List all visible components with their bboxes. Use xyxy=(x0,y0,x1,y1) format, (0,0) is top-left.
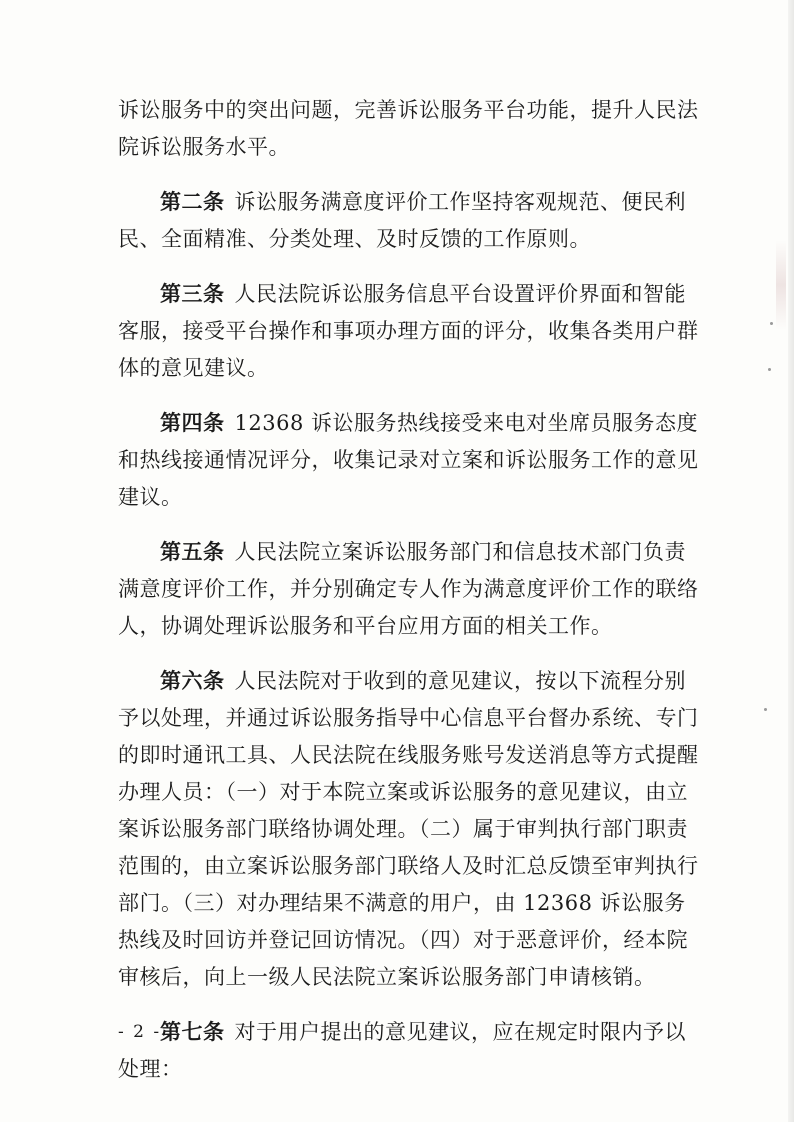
article-4 xyxy=(118,405,699,516)
text-line xyxy=(118,276,686,313)
text-line xyxy=(118,1014,686,1051)
paragraph-intro xyxy=(118,92,699,166)
article-text: 诉讼服务满意度评价工作坚持客观规范、便民利 xyxy=(234,190,686,214)
article-heading: 第五条 xyxy=(160,540,225,564)
article-text: 12368 诉讼服务热线接受来电对坐席员服务态度 xyxy=(234,411,698,435)
article-heading: 第七条 xyxy=(160,1020,225,1044)
text-line xyxy=(118,663,686,700)
article-heading: 第二条 xyxy=(160,190,225,214)
article-heading: 第六条 xyxy=(160,669,225,693)
text-line: 客服，接受平台操作和事项办理方面的评分，收集各类用户群 xyxy=(118,319,699,343)
article-text: 对于用户提出的意见建议，应在规定时限内予以 xyxy=(234,1020,686,1044)
scan-speck xyxy=(770,322,773,325)
text-line xyxy=(118,184,686,221)
text-line xyxy=(118,405,698,442)
text-line: 予以处理，并通过诉讼服务指导中心信息平台督办系统、专门 xyxy=(118,706,699,730)
article-heading: 第三条 xyxy=(160,282,225,306)
text-line: 热线及时回访并登记回访情况。（四）对于恶意评价，经本院 xyxy=(118,928,688,952)
article-text: 人民法院诉讼服务信息平台设置评价界面和智能 xyxy=(234,282,686,306)
article-6 xyxy=(118,663,699,996)
text-line: 办理人员：（一）对于本院立案或诉讼服务的意见建议，由立 xyxy=(118,780,688,804)
page-number: - 2 - xyxy=(118,1022,162,1042)
text-line: 体的意见建议。 xyxy=(118,356,269,380)
article-heading: 第四条 xyxy=(160,411,225,435)
article-7 xyxy=(118,1014,686,1088)
page-edge-shadow xyxy=(788,0,794,1122)
text-line: 和热线接通情况评分，收集记录对立案和诉讼服务工作的意见 xyxy=(118,448,699,472)
scan-speck xyxy=(764,708,767,711)
document-body xyxy=(118,92,699,1106)
text-line: 审核后，向上一级人民法院立案诉讼服务部门申请核销。 xyxy=(118,965,656,989)
article-3 xyxy=(118,276,699,387)
scan-smudge xyxy=(776,240,786,330)
text-line: 处理： xyxy=(118,1057,183,1081)
article-2 xyxy=(118,184,686,258)
text-line: 院诉讼服务水平。 xyxy=(118,135,290,159)
text-line: 满意度评价工作，并分别确定专人作为满意度评价工作的联络 xyxy=(118,577,699,601)
text-line: 建议。 xyxy=(118,485,183,509)
text-line: 民、全面精准、分类处理、及时反馈的工作原则。 xyxy=(118,227,591,251)
text-line: 的即时通讯工具、人民法院在线服务账号发送消息等方式提醒 xyxy=(118,743,699,767)
scan-speck xyxy=(768,368,771,371)
text-line xyxy=(118,534,686,571)
article-text: 人民法院对于收到的意见建议，按以下流程分别 xyxy=(234,669,686,693)
article-text: 人民法院立案诉讼服务部门和信息技术部门负责 xyxy=(234,540,686,564)
text-line: 部门。（三）对办理结果不满意的用户，由 12368 诉讼服务 xyxy=(118,891,686,915)
text-line: 案诉讼服务部门联络协调处理。（二）属于审判执行部门职责 xyxy=(118,817,688,841)
text-line: 范围的，由立案诉讼服务部门联络人及时汇总反馈至审判执行 xyxy=(118,854,699,878)
text-line: 诉讼服务中的突出问题，完善诉讼服务平台功能，提升人民法 xyxy=(118,98,699,122)
text-line: 人，协调处理诉讼服务和平台应用方面的相关工作。 xyxy=(118,614,613,638)
article-5 xyxy=(118,534,699,645)
